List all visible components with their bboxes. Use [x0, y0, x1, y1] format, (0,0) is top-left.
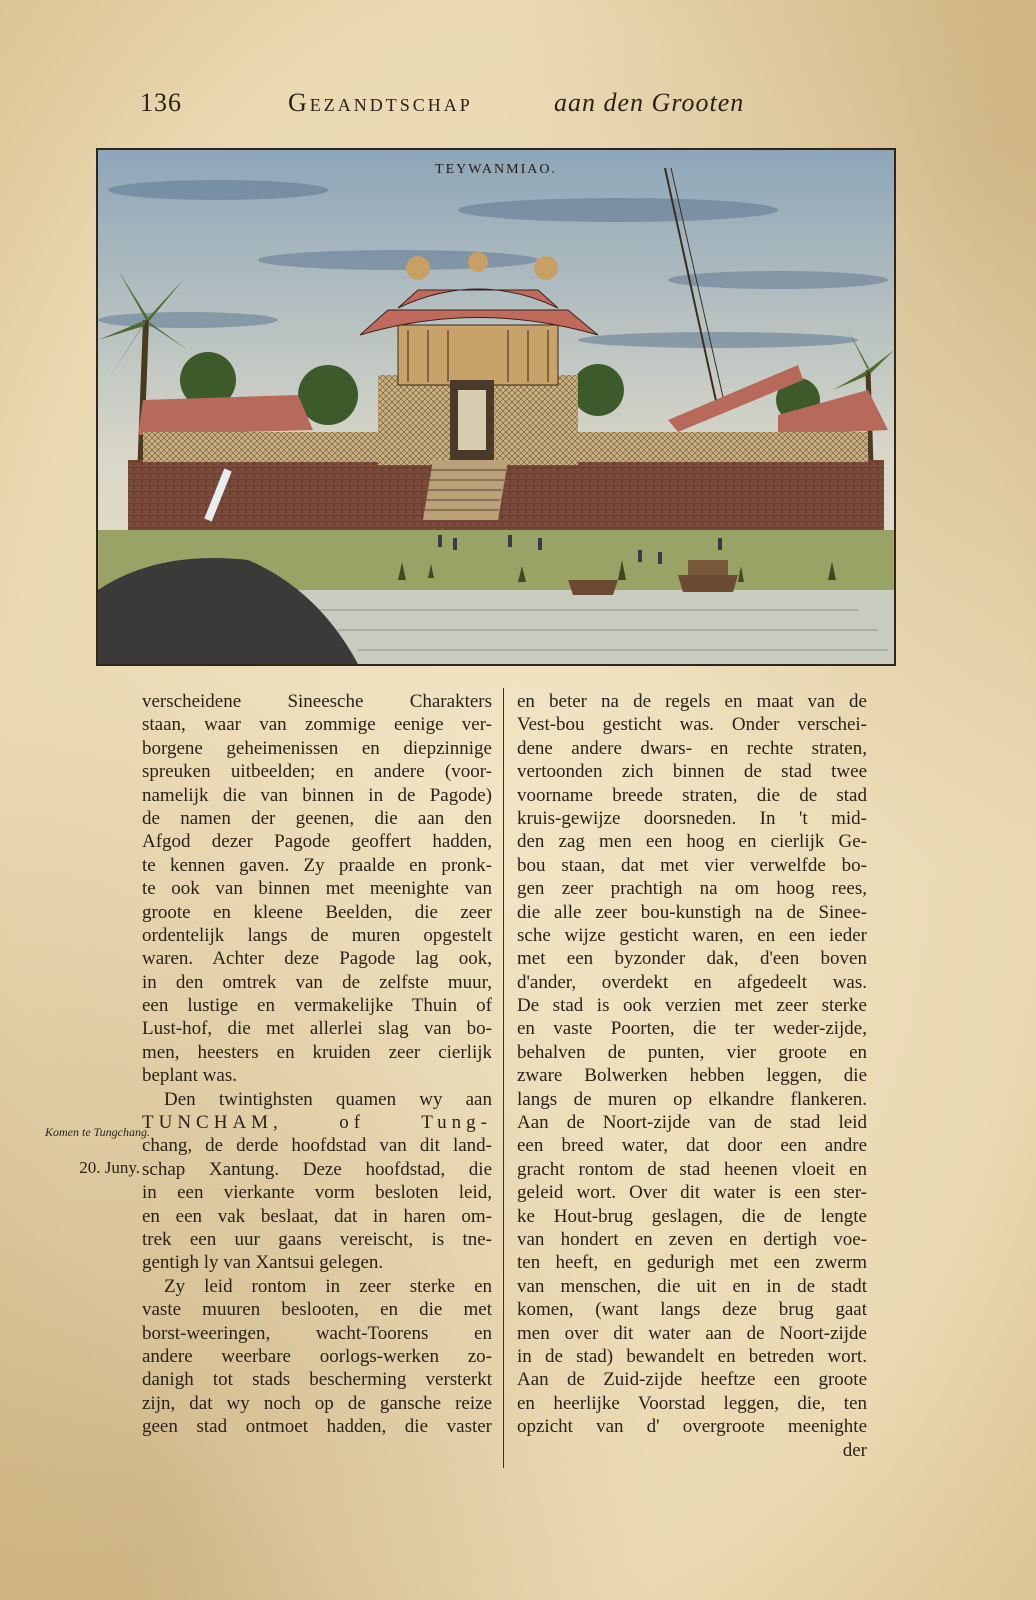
text-line: schap Xantung. Deze hoofdstad, die	[142, 1158, 492, 1180]
text-line: danigh tot stads bescherming versterkt	[142, 1369, 492, 1391]
catchword: der	[842, 1439, 867, 1461]
text-line: die alle zeer bou-kunstigh na de Sinee-	[517, 901, 867, 923]
text-line: en vaste Poorten, die ter weder-zijde,	[517, 1018, 867, 1040]
text-line: men, heesters en kruiden zeer cierlijk	[142, 1041, 492, 1063]
running-title-italic: aan den Grooten	[554, 88, 745, 117]
text-line: gen zeer prachtigh na om hoog rees,	[517, 878, 867, 900]
running-title: Gezandtschap	[288, 88, 473, 117]
text-line: in een vierkante vorm besloten leid,	[142, 1182, 492, 1204]
text-line: dene andere dwars- en rechte straten,	[517, 737, 867, 759]
text-line: geleid wort. Over dit water is een ster-	[517, 1182, 867, 1204]
text-line: Lust-hof, die met allerlei slag van bo-	[142, 1018, 492, 1040]
text-line: borgene geheimenissen en diepzinnige	[142, 737, 492, 759]
text-line: Zy leid rontom in zeer sterke en	[164, 1275, 492, 1297]
text-line: staan, waar van zommige eenige ver-	[142, 714, 492, 736]
text-line: trek een uur gaans vereischt, is tne-	[142, 1228, 492, 1250]
text-line: groote en kleene Beelden, die zeer	[142, 901, 492, 923]
text-line: te kennen gaven. Zy praalde en pronk-	[142, 854, 492, 876]
text-line: men over dit water aan de Noort-zijde	[517, 1322, 867, 1344]
right-text-column	[517, 690, 867, 1462]
text-line: langs de muren op elkandre flankeren.	[517, 1088, 867, 1110]
text-line: een lustige en vermakelijke Thuin of	[142, 995, 492, 1017]
text-line: borst-weeringen, wacht-Toorens en	[142, 1322, 492, 1344]
text-line: andere weerbare oorlogs-werken zo-	[142, 1345, 492, 1367]
engraving-plate	[96, 148, 896, 666]
text-line: een breed water, dat door een andre	[517, 1135, 867, 1157]
text-line: beplant was.	[142, 1065, 237, 1087]
text-line: gracht rontom de stad heenen vloeit en	[517, 1158, 867, 1180]
text-line: van hondert en zeven en dertigh voe-	[517, 1228, 867, 1250]
text-line: zware Bolwerken hebben leggen, die	[517, 1065, 867, 1087]
text-line: De stad is ook verzien met zeer sterke	[517, 995, 867, 1017]
text-line: chang, de derde hoofdstad van dit land-	[142, 1135, 492, 1157]
text-line: Vest-bou gesticht was. Onder verschei-	[517, 714, 867, 736]
text-line: en heerlijke Voorstad leggen, die, ten	[517, 1392, 867, 1414]
text-line: te ook van binnen met meenighte van	[142, 878, 492, 900]
text-line: ordentelijk langs de muren opgestelt	[142, 924, 492, 946]
text-line: in de stad) bewandelt en betreden wort.	[517, 1345, 867, 1367]
text-line: en een vak beslaat, dat in haren om-	[142, 1205, 492, 1227]
text-line: in den omtrek van de zelfste muur,	[142, 971, 492, 993]
text-line: Den twintighsten quamen wy aan	[164, 1088, 492, 1110]
text-line: kruis-gewijze doorsneden. In 't mid-	[517, 807, 867, 829]
text-line: verscheidene Sineesche Charakters	[142, 691, 492, 712]
page-header	[140, 88, 880, 128]
text-line: Afgod dezer Pagode geoffert hadden,	[142, 831, 492, 853]
text-line: met een byzonder dak, d'een boven	[517, 948, 867, 970]
left-text-column	[142, 690, 492, 1439]
text-line: geen stad ontmoet hadden, die vaster	[142, 1416, 492, 1438]
text-line: den zag men een hoog en cierlijk Ge-	[517, 831, 867, 853]
text-line: gentigh ly van Xantsui gelegen.	[142, 1252, 384, 1274]
text-line: sche wijze gesticht waren, en een ieder	[517, 924, 867, 946]
text-line: d'ander, overdekt en afgedeelt was.	[517, 971, 867, 993]
text-line: vertoonden zich binnen de stad twee	[517, 761, 867, 783]
text-line: zijn, dat wy noch op de gansche reize	[142, 1392, 492, 1414]
text-line: Aan de Noort-zijde van de stad leid	[517, 1112, 867, 1134]
text-line: Aan de Zuid-zijde heeftze een groote	[517, 1369, 867, 1391]
text-line: waren. Achter deze Pagode lag ook,	[142, 948, 492, 970]
column-divider	[503, 688, 504, 1468]
text-line: vaste muuren beslooten, en die met	[142, 1299, 492, 1321]
margin-note: Komen te Tungchang.	[45, 1125, 150, 1139]
text-line: van menschen, die uit en in de stadt	[517, 1275, 867, 1297]
text-line: ten heeft, en gedurigh met een zwerm	[517, 1252, 867, 1274]
text-line: behalven de punten, vier groote en	[517, 1041, 867, 1063]
plate-title: TEYWANMIAO.	[435, 162, 557, 177]
text-line: bou staan, dat met vier verwelfde bo-	[517, 854, 867, 876]
text-line: voorname breede straten, die de stad	[517, 784, 867, 806]
text-line: ke Hout-brug geslagen, die de lengte	[517, 1205, 867, 1227]
text-line: en beter na de regels en maat van de	[517, 691, 867, 712]
pagoda-illustration	[98, 150, 894, 664]
text-line: komen, (want langs deze brug gaat	[517, 1299, 867, 1321]
margin-date: 20. Juny.	[79, 1158, 140, 1177]
text-line: de namen der geenen, die aan den	[142, 807, 492, 829]
page-number: 136	[140, 88, 182, 117]
text-line: namelijk die van binnen in de Pagode)	[142, 784, 492, 806]
text-line: opzicht van d' overgroote meenighte	[517, 1416, 867, 1438]
text-line: spreuken uitbeelden; en andere (voor-	[142, 761, 492, 783]
text-line: TUNCHAM, of Tung-	[142, 1112, 492, 1134]
